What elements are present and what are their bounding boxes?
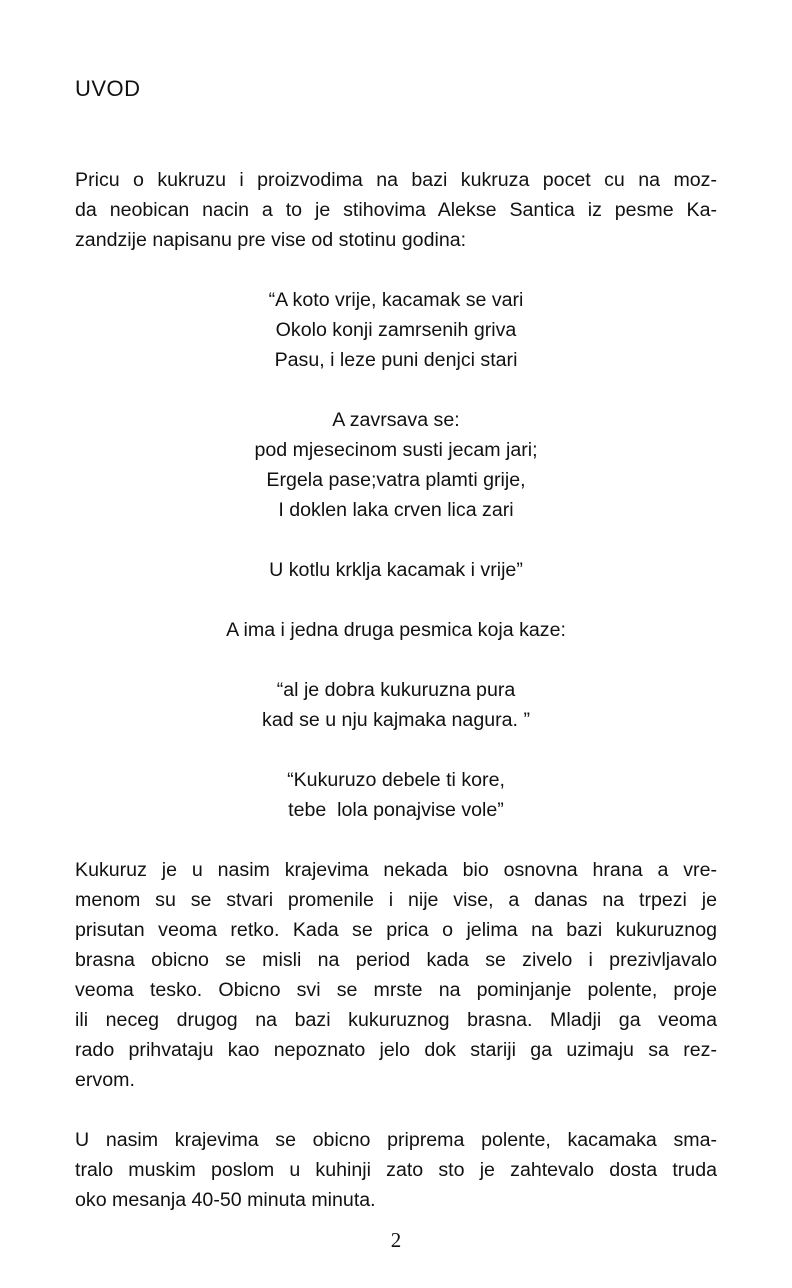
poem-last-line: U kotlu krklja kacamak i vrije” — [269, 559, 523, 581]
paragraph-line: rado prihvataju kao nepoznato jelo dok stariji ga uzimaju sa rez- — [75, 1039, 717, 1061]
second-song-intro: A ima i jedna druga pesmica koja kaze: — [226, 619, 566, 641]
poem-ending-intro: A zavrsava se: — [332, 409, 460, 431]
intro-paragraph — [75, 165, 717, 255]
intro-line: da neobican nacin a to je stihovima Alekse Santica iz pesme Ka- — [75, 199, 717, 221]
section-heading: UVOD — [75, 76, 141, 101]
paragraph-line: ili neceg drugog na bazi kukuruznog brasna. Mladji ga veoma — [75, 1009, 717, 1031]
paragraph-line: brasna obicno se misli na period kada se zivelo i prezivljavalo — [75, 949, 717, 971]
song-line: kad se u nju kajmaka nagura. ” — [262, 709, 530, 731]
paragraph-line: prisutan veoma retko. Kada se prica o jelima na bazi kukuruznog — [75, 919, 717, 941]
body-paragraph-3 — [75, 1125, 717, 1215]
body-paragraph-2 — [75, 855, 717, 1095]
song-line: “al je dobra kukuruzna pura — [276, 679, 516, 701]
paragraph-line: tralo muskim poslom u kuhinji zato sto je zahtevalo dosta truda — [75, 1159, 717, 1181]
song-line: tebe lola ponajvise vole” — [288, 799, 504, 821]
poem-line: I doklen laka crven lica zari — [278, 499, 514, 521]
poem-line: “A koto vrije, kacamak se vari — [268, 289, 524, 311]
paragraph-line: ervom. — [75, 1069, 135, 1091]
paragraph-line: menom su se stvari promenile i nije vise, a danas na trpezi je — [75, 889, 717, 911]
document-page — [75, 0, 717, 1288]
intro-line: Pricu o kukruzu i proizvodima na bazi kukruza pocet cu na moz- — [75, 169, 717, 191]
song-line: “Kukuruzo debele ti kore, — [287, 769, 505, 791]
paragraph-line: veoma tesko. Obicno svi se mrste na pominjanje polente, proje — [75, 979, 717, 1001]
paragraph-line: Kukuruz je u nasim krajevima nekada bio osnovna hrana a vre- — [75, 859, 717, 881]
poem-line: Ergela pase;vatra plamti grije, — [266, 469, 526, 491]
intro-line: zandzije napisanu pre vise od stotinu godina: — [75, 229, 467, 251]
poem-line: pod mjesecinom susti jecam jari; — [254, 439, 538, 461]
poem-line: Pasu, i leze puni denjci stari — [274, 349, 518, 371]
paragraph-line: oko mesanja 40-50 minuta minuta. — [75, 1189, 376, 1211]
page-number: 2 — [390, 1228, 402, 1252]
poem-line: Okolo konji zamrsenih griva — [275, 319, 517, 341]
paragraph-line: U nasim krajevima se obicno priprema polente, kacamaka sma- — [75, 1129, 717, 1151]
